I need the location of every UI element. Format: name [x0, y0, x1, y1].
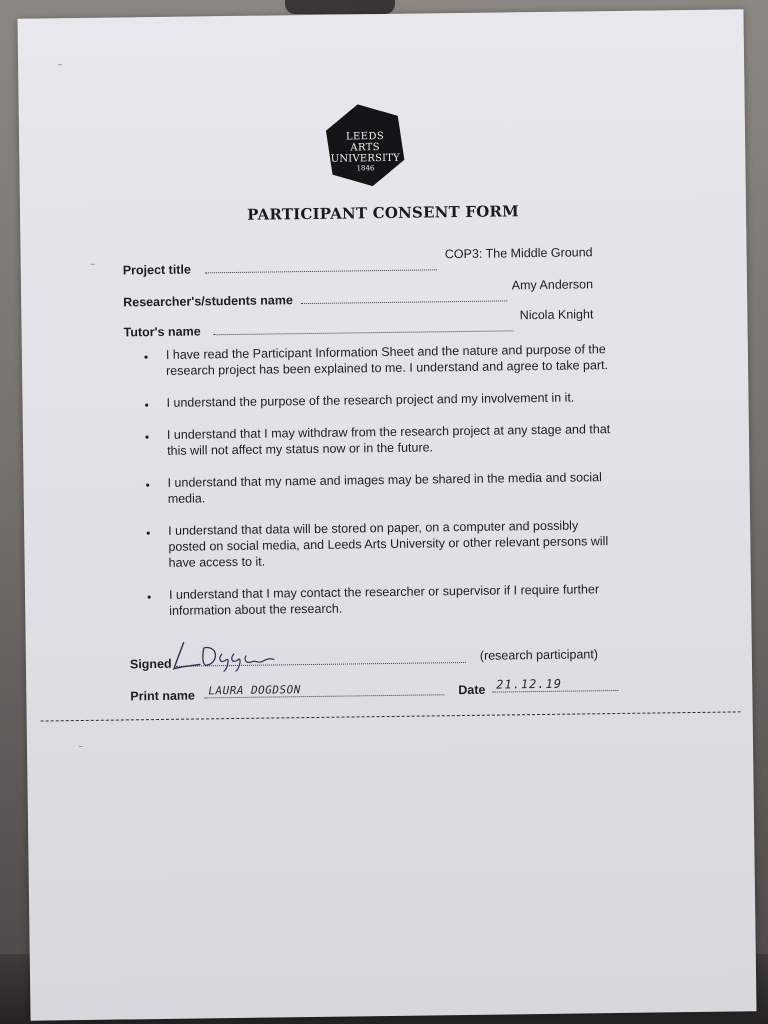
bullet-icon: •: [144, 398, 149, 413]
statement-text: I understand that I may contact the researcher or supervisor if I require further information about the research.: [168, 582, 600, 618]
logo-line-1: LEEDS: [345, 131, 385, 143]
tutor-field: [123, 307, 594, 341]
signed-label: Signed: [129, 656, 172, 672]
logo-year: 1846: [356, 164, 375, 173]
researcher-label: Researcher's/students name: [123, 293, 293, 310]
list-item: [141, 421, 611, 459]
tutor-value: Nicola Knight: [519, 307, 594, 323]
handwritten-signature: [170, 637, 290, 673]
project-title-label: Project title: [122, 262, 191, 278]
consent-form-sheet: [17, 9, 756, 1020]
date-label: Date: [458, 682, 486, 698]
project-title-field: [122, 245, 593, 279]
statement-text: I have read the Participant Information Sheet and the nature and purpose of the research project has been explained to me. I understand and agree to take part.: [165, 342, 609, 378]
date-value: 21.12.19: [496, 676, 563, 692]
clip-object: [285, 0, 395, 14]
research-participant-label: (research participant): [479, 647, 599, 663]
statement-text: I understand that data will be stored on paper, on a computer and possibly posted on social media, and Leeds Arts University or other relevant persons will have access to it.: [168, 518, 609, 570]
bullet-icon: •: [146, 526, 151, 541]
print-name-field: [130, 671, 630, 704]
consent-statements: [140, 341, 614, 635]
statement-text: I understand the purpose of the research project and my involvement in it.: [166, 390, 575, 410]
tutor-dots: [214, 330, 514, 335]
logo-line-3: UNIVERSITY: [330, 152, 401, 165]
bullet-icon: •: [144, 430, 150, 445]
bullet-icon: •: [146, 590, 152, 605]
project-title-value: COP3: The Middle Ground: [444, 245, 593, 262]
bullet-icon: •: [145, 478, 150, 493]
paper-speck: [91, 264, 95, 265]
cut-line: [41, 711, 741, 721]
list-item: [141, 469, 611, 507]
list-item: [143, 581, 613, 619]
list-item: [140, 341, 610, 379]
statement-text: I understand that I may withdraw from the research project at any stage and that this will not affect my status now or in the future.: [166, 422, 611, 458]
paper-speck: [79, 746, 83, 747]
university-logo: [324, 102, 407, 189]
project-title-dots: [205, 269, 437, 273]
print-name-value: LAURA DOGDSON: [208, 683, 301, 698]
statement-text: I understand that my name and images may be shared in the media and social media.: [167, 470, 602, 506]
researcher-value: Amy Anderson: [511, 277, 594, 293]
researcher-dots: [301, 300, 507, 304]
list-item: [142, 517, 613, 571]
paper-speck: [58, 64, 62, 65]
bullet-icon: •: [143, 350, 149, 365]
print-name-label: Print name: [130, 688, 196, 704]
form-title: PARTICIPANT CONSENT FORM: [247, 202, 520, 224]
list-item: [140, 389, 610, 411]
logo-line-2: ARTS: [350, 142, 381, 154]
signature-field: [130, 639, 630, 672]
tutor-label: Tutor's name: [123, 324, 201, 340]
